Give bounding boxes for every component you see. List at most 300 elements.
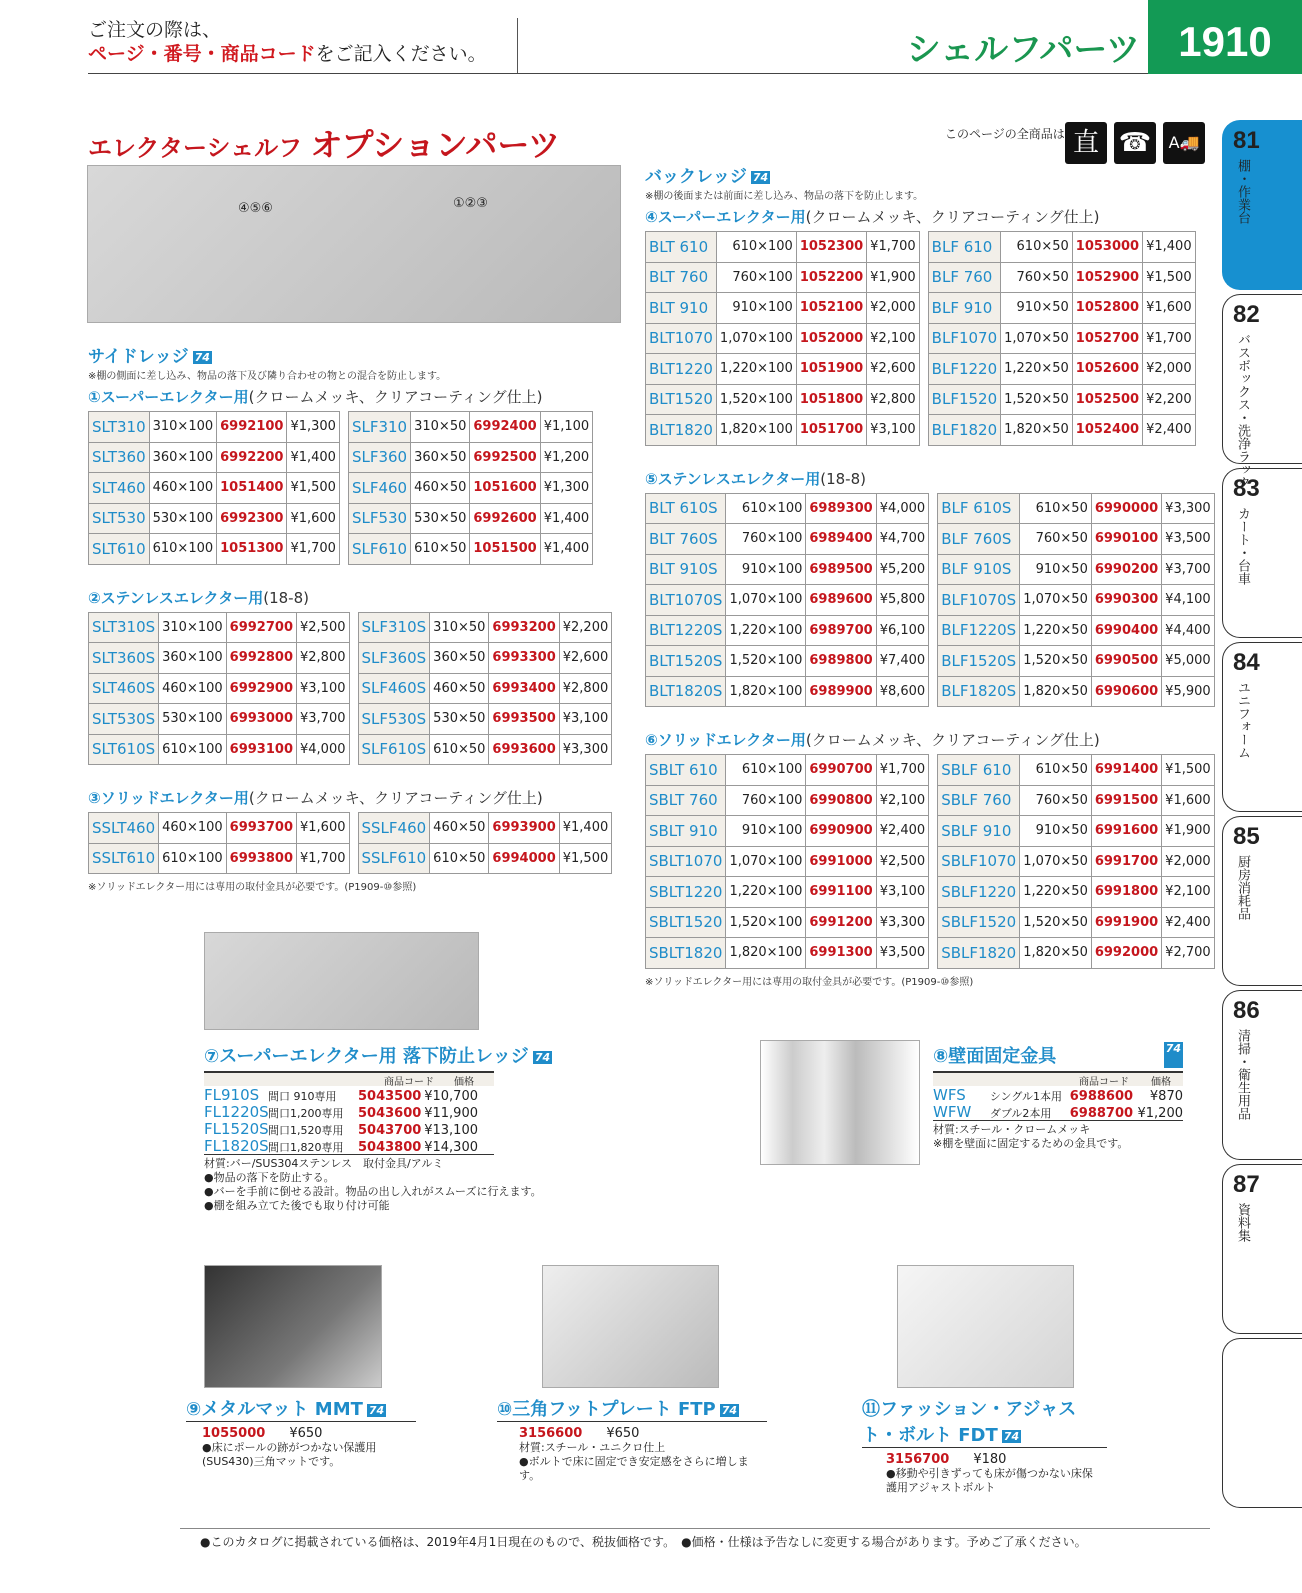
subsection-title: [88, 386, 628, 407]
size-cell: 1,220×50: [1001, 354, 1073, 385]
model-cell: SLF530S: [358, 704, 430, 735]
wall-bracket-header: [933, 1071, 1183, 1086]
table-row: [204, 1137, 494, 1154]
code-cell: 5043600: [358, 1106, 422, 1121]
subsection-name: ①スーパーエレクター用: [88, 388, 249, 406]
code-cell: 6993400: [489, 673, 559, 704]
model-cell: SLT310S: [89, 612, 159, 643]
price-cell: ¥13,100: [424, 1123, 478, 1138]
code-cell: 1052600: [1072, 354, 1142, 385]
category-tab[interactable]: [1222, 990, 1302, 1160]
model-cell: BLF1820S: [938, 676, 1020, 707]
table-row: [348, 442, 592, 473]
model-cell: SSLT460: [89, 813, 159, 844]
code-cell: 1052900: [1072, 262, 1142, 293]
tab-label: ユニフォーム: [1235, 681, 1250, 759]
fall-ledge-title: ⑦スーパーエレクター用 落下防止レッジ: [204, 1046, 529, 1067]
size-cell: 1,520×50: [1020, 907, 1092, 938]
model-cell: WFS: [933, 1086, 966, 1104]
table-row: [358, 704, 612, 735]
product-note: ●床にポールの跡がつかない保護用: [202, 1441, 377, 1454]
table-row: [358, 843, 612, 874]
table-row: [646, 755, 929, 786]
size-cell: 1,070×50: [1020, 846, 1092, 877]
subsection-title: [645, 729, 1215, 750]
table-row: [358, 612, 612, 643]
table-row: [938, 785, 1214, 816]
model-cell: FL1820S: [204, 1137, 269, 1155]
back-ledge-section: [645, 162, 1215, 988]
code-cell: 6991700: [1091, 846, 1161, 877]
code-cell: 6993600: [489, 734, 559, 765]
tab-number: 85: [1233, 823, 1260, 850]
desc-cell: 間口1,200専用: [268, 1107, 344, 1120]
code-cell: 6992800: [226, 643, 296, 674]
desc-cell: 間口1,820専用: [268, 1141, 344, 1154]
code-cell: 1051900: [796, 354, 866, 385]
model-cell: SLF610S: [358, 734, 430, 765]
size-cell: 460×50: [430, 673, 489, 704]
category-tab[interactable]: [1222, 120, 1302, 290]
category-tab[interactable]: [1222, 468, 1302, 638]
price-cell: ¥3,700: [1162, 554, 1215, 585]
price-cell: ¥1,400: [559, 813, 612, 844]
footer-spec-note: ●価格・仕様は予告なしに変更する場合があります。予めご了承ください。: [681, 1535, 1087, 1549]
table-row: [646, 384, 920, 415]
tab-number: 81: [1233, 127, 1260, 154]
model-cell: BLT 610S: [646, 493, 726, 524]
price-cell: ¥2,400: [1162, 907, 1215, 938]
table-row: [89, 704, 350, 735]
desc-cell: シングル1本用: [989, 1090, 1063, 1103]
back-ledge-title: バックレッジ: [645, 167, 747, 187]
size-cell: 460×100: [159, 813, 227, 844]
price-cell: ¥2,400: [876, 816, 929, 847]
price-cell: ¥1,700: [867, 232, 920, 263]
price-cell: ¥1,700: [1143, 323, 1196, 354]
size-cell: 1,820×50: [1020, 938, 1092, 969]
table-row: [646, 232, 920, 263]
badge: 74: [1003, 1430, 1020, 1443]
price-cell: ¥11,900: [424, 1106, 478, 1121]
table-row: [646, 493, 929, 524]
tab-number: 87: [1233, 1171, 1260, 1198]
model-cell: BLT 910S: [646, 554, 726, 585]
code-cell: 6992100: [217, 412, 287, 443]
product-table: [645, 754, 929, 969]
code-cell: 6992000: [1091, 938, 1161, 969]
price-cell: ¥2,800: [867, 384, 920, 415]
subsection-suffix: (クロームメッキ、クリアコーティング仕上): [248, 789, 543, 807]
model-cell: SLF610: [348, 534, 410, 565]
size-cell: 360×50: [430, 643, 489, 674]
code-cell: 6989800: [806, 646, 876, 677]
price-cell: ¥1,400: [540, 503, 593, 534]
table-row: [646, 323, 920, 354]
model-cell: BLF1520: [928, 384, 1000, 415]
table-row: [89, 643, 350, 674]
table-row: [646, 524, 929, 555]
column-price: 価格: [1151, 1077, 1171, 1088]
code-cell: 1052000: [796, 323, 866, 354]
code-cell: 1052800: [1072, 293, 1142, 324]
code-cell: 6990900: [806, 816, 876, 847]
table-row: [358, 673, 612, 704]
size-cell: 530×100: [159, 704, 227, 735]
model-cell: SLF360S: [358, 643, 430, 674]
model-cell: SBLT1520: [646, 907, 726, 938]
model-cell: SLT530S: [89, 704, 159, 735]
product-code: 3156700: [886, 1452, 950, 1467]
code-cell: 6992400: [470, 412, 540, 443]
subsection-name: ⑤ステンレスエレクター用: [645, 469, 821, 488]
code-cell: 6990800: [806, 785, 876, 816]
note-line: ●棚を組み立てた後でも取り付け可能: [204, 1199, 390, 1212]
subsection-suffix: (クロームメッキ、クリアコーティング仕上): [248, 388, 543, 406]
service-icons: [1065, 122, 1205, 164]
table-row: [938, 585, 1214, 616]
code-cell: 1051300: [217, 534, 287, 565]
table-row: [933, 1103, 1183, 1120]
model-cell: SBLT 610: [646, 755, 726, 786]
product-note: 護用アジャストボルト: [886, 1481, 996, 1494]
code-cell: 6989700: [806, 615, 876, 646]
model-cell: FL1520S: [204, 1120, 269, 1138]
table-row: [646, 262, 920, 293]
table-row: [938, 524, 1214, 555]
order-note-line1: ご注文の際は、: [88, 19, 222, 41]
product-table: [928, 231, 1196, 446]
code-cell: 1052100: [796, 293, 866, 324]
model-cell: SLT360S: [89, 643, 159, 674]
table-row: [938, 938, 1214, 969]
code-cell: 6988700: [1069, 1106, 1134, 1121]
table-row: [938, 755, 1214, 786]
category-tab[interactable]: [1222, 1338, 1302, 1508]
price-cell: ¥3,300: [1162, 493, 1215, 524]
order-note-rest: をご記入ください。: [315, 43, 487, 65]
table-row: [89, 503, 340, 534]
badge: 74: [368, 1404, 385, 1417]
size-cell: 760×50: [1020, 785, 1092, 816]
model-cell: SLT610: [89, 534, 150, 565]
badge: 74: [721, 1404, 738, 1417]
subsection-title: [645, 468, 1215, 489]
delivery-truck-icon: A🚚: [1163, 122, 1205, 164]
side-ledge-footnote: ※ソリッドエレクター用には専用の取付金具が必要です。(P1909-⑩参照): [88, 882, 417, 893]
size-cell: 1,070×100: [726, 846, 806, 877]
size-cell: 530×100: [149, 503, 217, 534]
model-cell: SLF460: [348, 473, 410, 504]
fall-ledge-photo: [204, 932, 479, 1030]
tab-label: 資料集: [1235, 1203, 1250, 1242]
table-row: [938, 554, 1214, 585]
size-cell: 460×50: [430, 813, 489, 844]
size-cell: 910×50: [1001, 293, 1073, 324]
size-cell: 910×100: [716, 293, 796, 324]
price-cell: ¥870: [1149, 1089, 1183, 1104]
subsection-suffix: (18-8): [263, 588, 309, 607]
table-row: [933, 1086, 1183, 1103]
size-cell: 1,520×100: [726, 907, 806, 938]
model-cell: FL1220S: [204, 1103, 269, 1121]
product-title: ⑨メタルマット MMT: [186, 1399, 363, 1420]
size-cell: 760×100: [726, 524, 806, 555]
model-cell: SSLF610: [358, 843, 430, 874]
size-cell: 1,220×100: [726, 877, 806, 908]
note-line: 材質:スチール・クロームメッキ: [933, 1123, 1091, 1136]
foot-plate-photo: [542, 1265, 719, 1388]
model-cell: BLF 610: [928, 232, 1000, 263]
table-row: [938, 877, 1214, 908]
table-row: [646, 615, 929, 646]
note-line: ※棚を壁面に固定するための金具です。: [933, 1137, 1129, 1150]
code-cell: 6988600: [1069, 1089, 1134, 1104]
product-code: 1055000: [202, 1426, 266, 1441]
code-cell: 6989600: [806, 585, 876, 616]
model-cell: SLF460S: [358, 673, 430, 704]
code-cell: 6992200: [217, 442, 287, 473]
code-cell: 6992900: [226, 673, 296, 704]
price-cell: ¥2,700: [1162, 938, 1215, 969]
price-cell: ¥1,200: [540, 442, 593, 473]
product-code: 3156600: [519, 1426, 583, 1441]
price-cell: ¥3,100: [867, 415, 920, 446]
footer-divider: [180, 1528, 1210, 1529]
model-cell: SBLT1220: [646, 877, 726, 908]
page-title-small: エレクターシェルフ: [88, 134, 303, 162]
price-cell: ¥1,400: [287, 442, 340, 473]
model-cell: BLT1520S: [646, 646, 726, 677]
code-cell: 6990700: [806, 755, 876, 786]
wall-bracket-photo: [760, 1040, 920, 1165]
photo-label-back: ④⑤⑥: [238, 201, 273, 216]
code-cell: 1052200: [796, 262, 866, 293]
note-line: ●バーを手前に倒せる設計。物品の出し入れがスムーズに行えます。: [204, 1185, 542, 1198]
code-cell: 6989500: [806, 554, 876, 585]
table-row: [928, 293, 1195, 324]
price-cell: ¥3,100: [559, 704, 612, 735]
code-cell: 6991000: [806, 846, 876, 877]
subsection-name: ③ソリッドエレクター用: [88, 789, 249, 807]
wall-bracket-title: ⑧壁面固定金具: [933, 1046, 1057, 1067]
table-row: [928, 354, 1195, 385]
order-note: [88, 18, 518, 74]
size-cell: 1,820×50: [1001, 415, 1073, 446]
price-cell: ¥1,300: [287, 412, 340, 443]
table-row: [646, 354, 920, 385]
price-cell: ¥2,000: [1143, 354, 1196, 385]
table-row: [646, 907, 929, 938]
model-cell: SBLT 910: [646, 816, 726, 847]
model-cell: BLF 610S: [938, 493, 1020, 524]
subsection-suffix: (18-8): [820, 469, 866, 488]
subsection-title: [88, 787, 628, 808]
product-title: ⑪ファッション・アジャスト・ボルト FDT: [862, 1399, 1077, 1446]
size-cell: 610×100: [149, 534, 217, 565]
code-cell: 6990600: [1091, 676, 1161, 707]
model-cell: SBLF 910: [938, 816, 1020, 847]
photo-label-side: ①②③: [453, 196, 488, 211]
product-table: [645, 493, 929, 708]
phone-order-icon: ☎: [1114, 122, 1156, 164]
model-cell: SSLF460: [358, 813, 430, 844]
table-row: [89, 612, 350, 643]
size-cell: 460×50: [411, 473, 470, 504]
model-cell: BLT 910: [646, 293, 717, 324]
model-cell: BLT1220: [646, 354, 717, 385]
price-cell: ¥2,100: [876, 785, 929, 816]
price-cell: ¥1,300: [540, 473, 593, 504]
model-cell: SBLF1520: [938, 907, 1020, 938]
size-cell: 910×100: [726, 816, 806, 847]
table-row: [646, 554, 929, 585]
price-cell: ¥5,000: [1162, 646, 1215, 677]
footer-price-note: ●このカタログに掲載されている価格は、2019年4月1日現在のもので、税抜価格です。: [200, 1535, 670, 1549]
price-cell: ¥2,100: [867, 323, 920, 354]
product-table: [645, 231, 920, 446]
code-cell: 6994000: [489, 843, 559, 874]
model-cell: BLF1820: [928, 415, 1000, 446]
table-row: [358, 813, 612, 844]
table-row: [938, 646, 1214, 677]
column-price: 価格: [454, 1077, 474, 1088]
price-cell: ¥1,500: [287, 473, 340, 504]
price-cell: ¥1,600: [287, 503, 340, 534]
size-cell: 1,070×50: [1001, 323, 1073, 354]
desc-cell: 間口 910専用: [268, 1090, 337, 1103]
table-row: [646, 938, 929, 969]
table-row: [928, 262, 1195, 293]
size-cell: 1,820×100: [726, 676, 806, 707]
size-cell: 760×100: [716, 262, 796, 293]
code-cell: 6993500: [489, 704, 559, 735]
model-cell: BLF1520S: [938, 646, 1020, 677]
size-cell: 1,070×100: [726, 585, 806, 616]
table-row: [204, 1120, 494, 1137]
direct-delivery-icon: 直: [1065, 122, 1107, 164]
size-cell: 1,520×50: [1020, 646, 1092, 677]
model-cell: BLT1820: [646, 415, 717, 446]
column-code: 商品コード: [1079, 1077, 1129, 1088]
size-cell: 360×50: [411, 442, 470, 473]
model-cell: SLF360: [348, 442, 410, 473]
badge: 74: [534, 1051, 551, 1064]
table-row: [938, 907, 1214, 938]
size-cell: 310×50: [430, 612, 489, 643]
price-cell: ¥2,200: [1143, 384, 1196, 415]
subsection-suffix: (クロームメッキ、クリアコーティング仕上): [805, 731, 1100, 749]
price-cell: ¥1,400: [1143, 232, 1196, 263]
price-cell: ¥4,400: [1162, 615, 1215, 646]
table-row: [89, 734, 350, 765]
order-note-highlight: ページ・番号・商品コード: [88, 43, 316, 65]
size-cell: 1,520×100: [716, 384, 796, 415]
price-cell: ¥3,100: [876, 877, 929, 908]
price-cell: ¥1,700: [287, 534, 340, 565]
fall-ledge-section: [204, 1042, 574, 1213]
price-cell: ¥1,500: [1143, 262, 1196, 293]
table-row: [358, 734, 612, 765]
size-cell: 610×50: [1001, 232, 1073, 263]
product-table: [937, 754, 1214, 969]
back-ledge-footnote: ※ソリッドエレクター用には専用の取付金具が必要です。(P1909-⑩参照): [645, 976, 974, 988]
model-cell: BLT 760S: [646, 524, 726, 555]
model-cell: BLF1070: [928, 323, 1000, 354]
table-row: [646, 676, 929, 707]
table-row: [938, 493, 1214, 524]
model-cell: BLT 760: [646, 262, 717, 293]
size-cell: 460×100: [149, 473, 217, 504]
table-row: [646, 585, 929, 616]
code-cell: 6989300: [806, 493, 876, 524]
tab-label: 棚・作業台: [1235, 159, 1250, 224]
table-row: [928, 323, 1195, 354]
size-cell: 1,220×100: [716, 354, 796, 385]
product-table: [348, 411, 593, 565]
table-row: [204, 1103, 494, 1120]
size-cell: 1,820×50: [1020, 676, 1092, 707]
table-row: [646, 646, 929, 677]
table-row: [89, 813, 350, 844]
price-cell: ¥5,800: [876, 585, 929, 616]
price-cell: ¥1,700: [297, 843, 350, 874]
table-row: [646, 816, 929, 847]
price-cell: ¥1,900: [1162, 816, 1215, 847]
category-tab[interactable]: [1222, 1164, 1302, 1334]
tab-number: 84: [1233, 649, 1260, 676]
price-cell: ¥1,700: [876, 755, 929, 786]
table-row: [89, 843, 350, 874]
model-cell: SSLT610: [89, 843, 159, 874]
table-row: [89, 473, 340, 504]
size-cell: 610×50: [1020, 493, 1092, 524]
code-cell: 1052300: [796, 232, 866, 263]
model-cell: BLF 910: [928, 293, 1000, 324]
table-row: [646, 415, 920, 446]
model-cell: SLF530: [348, 503, 410, 534]
size-cell: 610×100: [726, 493, 806, 524]
price-cell: ¥14,300: [424, 1140, 478, 1155]
code-cell: 6991600: [1091, 816, 1161, 847]
price-cell: ¥1,500: [559, 843, 612, 874]
category-tab[interactable]: [1222, 816, 1302, 986]
size-cell: 530×50: [430, 704, 489, 735]
code-cell: 1051600: [470, 473, 540, 504]
model-cell: SBLF1820: [938, 938, 1020, 969]
header-divider: [88, 73, 1302, 74]
tab-number: 86: [1233, 997, 1260, 1024]
table-row: [928, 384, 1195, 415]
size-cell: 1,520×100: [726, 646, 806, 677]
price-cell: ¥5,900: [1162, 676, 1215, 707]
category-tab[interactable]: [1222, 642, 1302, 812]
code-cell: 6993300: [489, 643, 559, 674]
model-cell: BLF 760S: [938, 524, 1020, 555]
product-price: ¥650: [606, 1426, 640, 1441]
table-row: [938, 676, 1214, 707]
product-note: ●ボルトで床に固定でき安定感をさらに増します。: [519, 1455, 749, 1482]
model-cell: SLT530: [89, 503, 150, 534]
model-cell: BLT1070S: [646, 585, 726, 616]
price-cell: ¥3,300: [876, 907, 929, 938]
code-cell: 6993100: [226, 734, 296, 765]
table-row: [204, 1086, 494, 1103]
code-cell: 6993000: [226, 704, 296, 735]
price-cell: ¥3,500: [876, 938, 929, 969]
size-cell: 1,820×100: [726, 938, 806, 969]
note-line: ●物品の落下を防止する。: [204, 1171, 335, 1184]
